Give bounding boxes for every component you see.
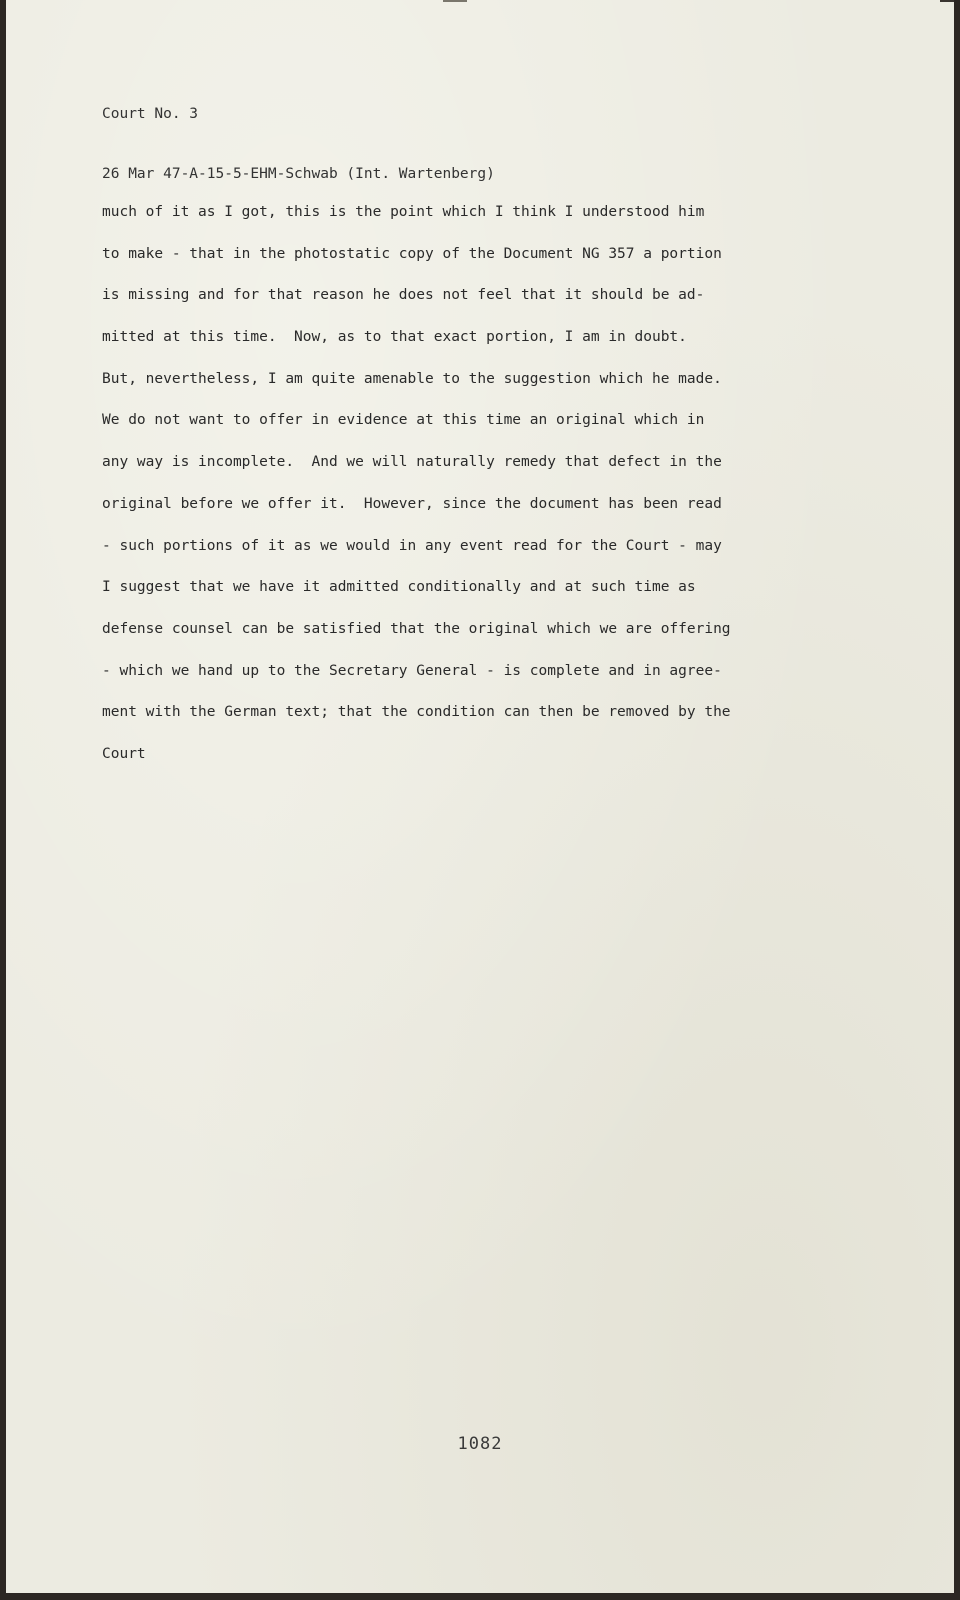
body-line: ment with the German text; that the condition can then be removed by the (102, 704, 731, 721)
header-court-line: Court No. 3 (102, 106, 199, 122)
body-line: We do not want to offer in evidence at this time an original which in (102, 412, 705, 429)
body-line: Court (102, 745, 146, 762)
transcript-body (102, 192, 882, 776)
top-rule (443, 0, 467, 2)
body-line: mitted at this time. Now, as to that exact portion, I am in doubt. (102, 329, 687, 346)
body-line: original before we offer it. However, since the document has been read (102, 495, 722, 512)
corner-mark (940, 0, 954, 10)
body-line: much of it as I got, this is the point which I think I understood him (102, 204, 705, 220)
body-line: - which we hand up to the Secretary General - is complete and in agree- (102, 662, 722, 679)
body-line: defense counsel can be satisfied that the original which we are offering (102, 620, 731, 637)
page-number: 1082 (457, 1434, 503, 1454)
body-line: is missing and for that reason he does not feel that it should be ad- (102, 287, 705, 304)
header-reference-line: 26 Mar 47-A-15-5-EHM-Schwab (Int. Wartenberg) (102, 166, 495, 182)
body-line: I suggest that we have it admitted conditionally and at such time as (102, 579, 696, 596)
body-line: - such portions of it as we would in any event read for the Court - may (102, 537, 722, 554)
document-page (6, 0, 954, 1593)
body-line: any way is incomplete. And we will naturally remedy that defect in the (102, 454, 722, 471)
body-line: to make - that in the photostatic copy of the Document NG 357 a portion (102, 245, 722, 262)
body-line: But, nevertheless, I am quite amenable to the suggestion which he made. (102, 370, 722, 387)
